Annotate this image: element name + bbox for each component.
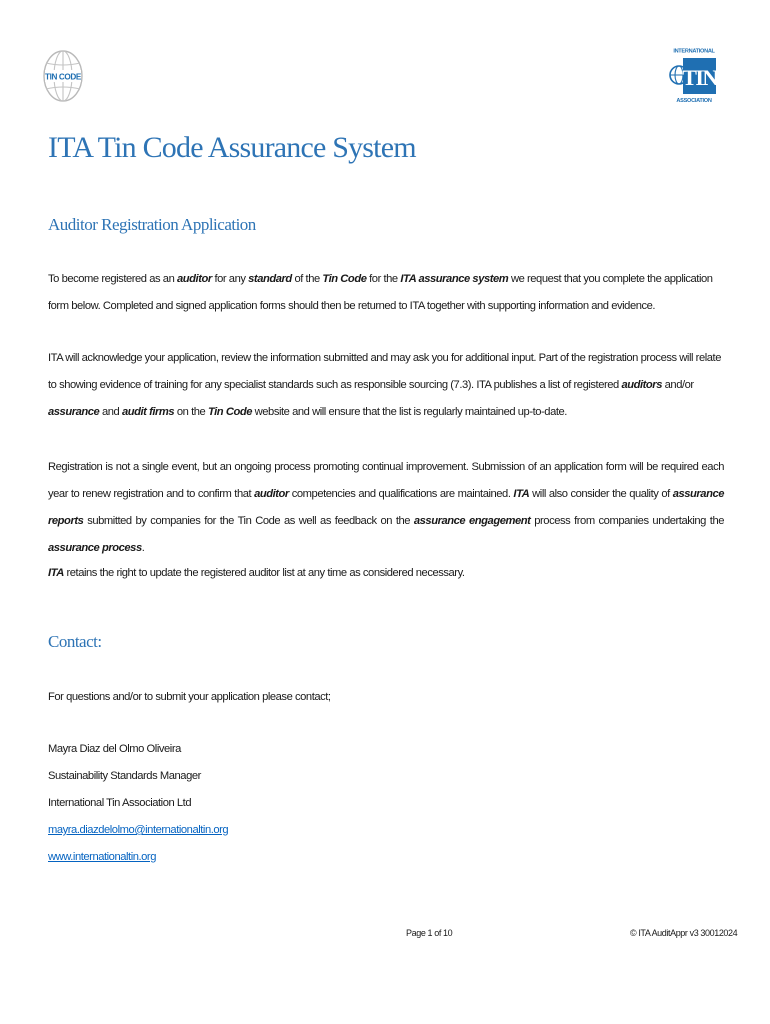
text-run: on the [174,406,208,418]
term-ita: ITA [48,567,64,579]
term-assurance-engagement: assurance engagement [413,515,531,527]
term-assurance: assurance [48,406,100,418]
text-run: and [99,406,122,418]
text-run: website and will ensure that the list is regularly maintained up-to-date. [252,406,567,418]
term-tin-code: Tin Code [322,273,367,285]
ita-logo [666,46,722,104]
term-auditor: auditor [254,488,289,500]
ita-logo-text-top: INTERNATIONAL [673,48,715,55]
text-run: will also consider the quality of [529,488,673,500]
text-run: ITA will acknowledge your application, review the information submitted and may ask you for additional input. Part of the registration process will relate to showing evidence of training for any specialist standards such as responsible sourcing (7.3). ITA publishes a list of registered [48,352,721,391]
text-run: of the [291,273,323,285]
text-run: retains the right to update the registered auditor list at any time as considered necessary. [63,567,465,579]
contact-intro: For questions and/or to submit your application please contact; [48,691,331,703]
term-ita: ITA [513,488,530,500]
tin-code-globe-icon [42,48,84,104]
term-auditor: auditor [177,273,212,285]
ita-logo-text-bottom: ASSOCIATION [676,98,712,104]
term-assurance-reports: assurance reports [48,488,724,527]
process-paragraph [48,345,724,426]
term-standard: standard [248,273,292,285]
text-run: and/or [662,379,694,391]
text-run: we request that you complete the application form below. Completed and signed application forms should then be returned to ITA together with supporting information and evidence. [48,273,713,312]
contact-role: Sustainability Standards Manager [48,770,201,782]
contact-organization: International Tin Association Ltd [48,797,192,809]
text-run: . [141,542,145,554]
intro-paragraph [48,266,724,320]
page-subtitle: Auditor Registration Application [48,215,256,234]
text-run: process from companies undertaking the [530,515,724,527]
registration-paragraph [48,454,724,562]
text-run: To become registered as an [48,273,178,285]
ita-logo-mark: TIN [682,65,717,90]
text-run: competencies and qualifications are maintained. [288,488,514,500]
contact-email-link[interactable]: mayra.diazdelolmo@internationaltin.org [48,824,229,836]
contact-heading: Contact: [48,632,102,651]
text-run: submitted by companies for the Tin Code as well as feedback on the [83,515,414,527]
page-title: ITA Tin Code Assurance System [48,131,416,164]
term-tin-code: Tin Code [207,406,252,418]
text-run: for any [211,273,249,285]
tin-code-logo-text: TIN CODE [45,72,81,82]
contact-name: Mayra Diaz del Olmo Oliveira [48,743,181,755]
term-auditors: auditors [621,379,662,391]
term-assurance-process: assurance process [48,542,142,554]
ita-logo-icon [666,46,722,104]
term-audit-firms: audit firms [121,406,175,418]
rights-paragraph [48,560,724,587]
term-ita-assurance-system: ITA assurance system [400,273,509,285]
tin-code-logo [42,48,84,104]
document-reference: © ITA AuditAppr v3 30012024 [630,928,738,938]
page-number: Page 1 of 10 [406,928,453,938]
text-run: Registration is not a single event, but an ongoing process promoting continual improvement. Submission of an application form will be required each year to renew registration and to confirm that [48,461,724,500]
website-link[interactable]: www.internationaltin.org [48,851,156,863]
text-run: for the [366,273,401,285]
